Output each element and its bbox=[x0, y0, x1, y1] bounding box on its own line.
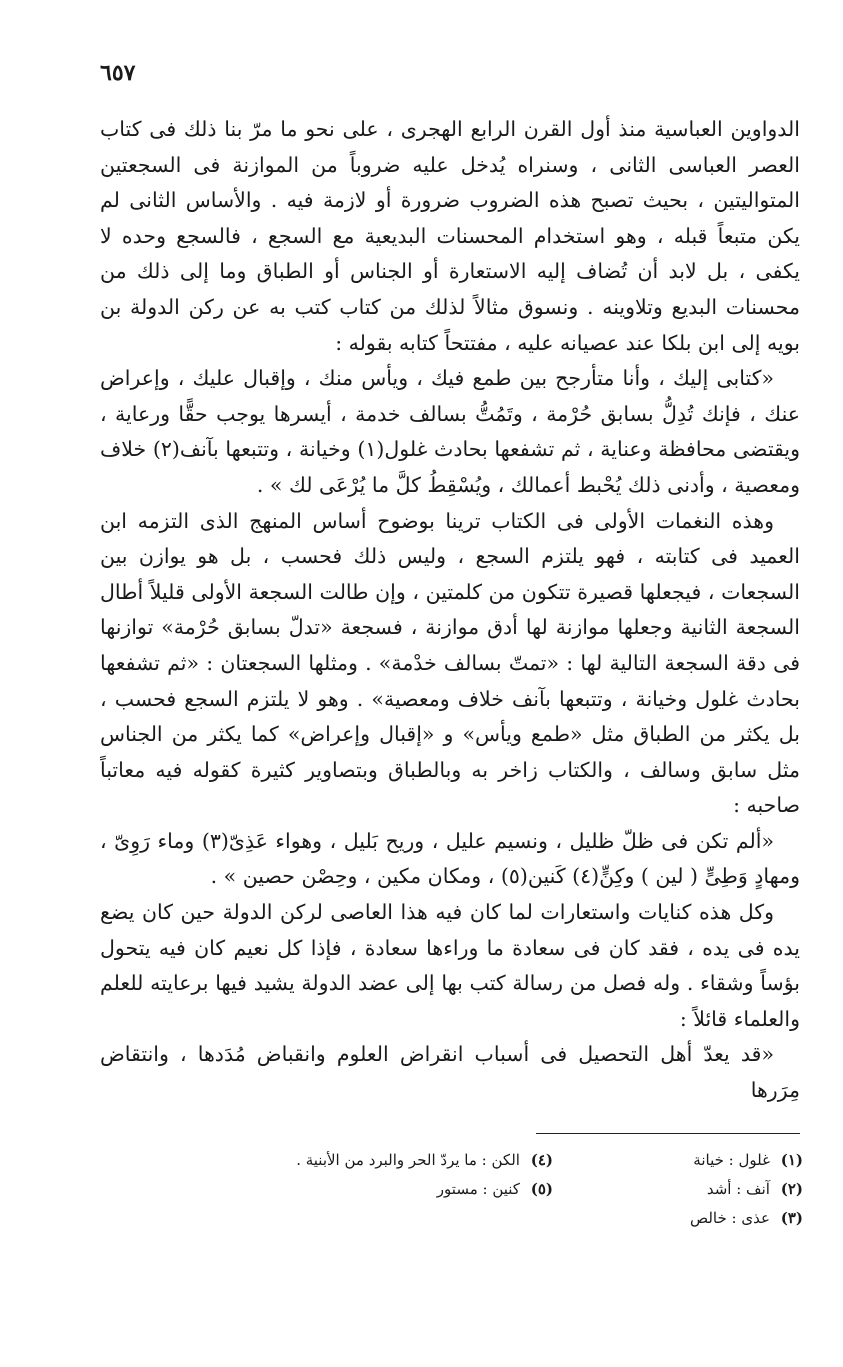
footnote-text: عذى : خالص bbox=[689, 1209, 770, 1227]
page-number: ٦٥٧ bbox=[100, 60, 136, 86]
main-text bbox=[100, 112, 800, 1109]
footnote-number: (٢) bbox=[780, 1180, 803, 1198]
footnote-number: (٤) bbox=[530, 1151, 553, 1169]
footnote-number: (٥) bbox=[530, 1180, 553, 1198]
footnote-text: غلول : خيانة bbox=[693, 1151, 770, 1169]
paragraph: وكل هذه كنايات واستعارات لما كان فيه هذا العاصى لركن الدولة حين كان يضع يده فى يده ، فقد كان فى سعادة ما وراءها سعادة ، فإذا كل نعيم كان فيه يتحول بؤساً وشقاء . وله فصل من رسالة كتب بها إلى عضد الدولة يشيد فيها برعايته للعلم والعلماء قائلاً : bbox=[100, 900, 800, 1031]
footnotes-column-right bbox=[563, 1146, 803, 1233]
footnote-number: (١) bbox=[780, 1151, 803, 1169]
footnote bbox=[563, 1146, 803, 1175]
footnote-text: كنين : مستور bbox=[436, 1180, 520, 1198]
footnote-text: آنف : أشد bbox=[706, 1180, 770, 1198]
footnote bbox=[293, 1146, 553, 1175]
footnote bbox=[563, 1175, 803, 1204]
quotation-paragraph: «قد يعدّ أهل التحصيل فى أسباب انقراض العلوم وانقباض مُدَدها ، وانتقاض مِرَرها bbox=[100, 1042, 800, 1103]
paragraph: وهذه النغمات الأولى فى الكتاب ترينا بوضوح أساس المنهج الذى التزمه ابن العميد فى كتابته ، فهو يلتزم السجع ، وليس ذلك فحسب ، بل هو يوازن بين السجعات ، فيجعلها قصيرة تتكون من كلمتين ، وإن طالت السجعة الأولى قليلاً أطال السجعة الثانية وجعلها موازنة لها أدق موازنة ، فسجعة «تدلّ بسابق حُرْمة» توازنها فى دقة السجعة التالية لها : «تمتّ بسالف خدْمة» . ومثلها السجعتان : «ثم تشفعها بحادث غلول وخيانة ، وتتبعها بآنف خلاف ومعصية» . وهو لا يلتزم السجع فحسب ، بل يكثر من الطباق مثل «طمع ويأس» و «إقبال وإعراض» كما يكثر من الجناس مثل سابق وسالف ، والكتاب زاخر به وبالطباق وبتصاوير كثيرة كقوله فيه معاتباً صاحبه : bbox=[100, 508, 800, 818]
paragraph: الدواوين العباسية منذ أول القرن الرابع الهجرى ، على نحو ما مرّ بنا ذلك فى كتاب العصر العباسى الثانى ، وسنراه يُدخل عليه ضروباً من الموازنة فى السجعتين المتواليتين ، بحيث تصبح هذه الضروب ضرورة أو لازمة فيه . والأساس الثانى لم يكن متبعاً قبله ، وهو استخدام المحسنات البديعية مع السجع ، فالسجع وحده لا يكفى ، بل لابد أن تُضاف إليه الاستعارة أو الجناس أو الطباق وما إلى ذلك من محسنات البديع وتلاوينه . ونسوق مثالاً لذلك من كتاب كتب به عن ركن الدولة بن بويه إلى ابن بلكا عند عصيانه عليه ، مفتتحاً كتابه بقوله : bbox=[100, 117, 800, 355]
footnote bbox=[563, 1204, 803, 1233]
footnote-number: (٣) bbox=[780, 1209, 803, 1227]
quotation-paragraph: «كتابى إليك ، وأنا متأرجح بين طمع فيك ، ويأس منك ، وإقبال عليك ، وإعراض عنك ، فإنك تُدِلُّ بسابق حُرْمة ، وتَمُتُّ بسالف خدمة ، أيسرها يوجب حقًّا ورعاية ، ويقتضى محافظة وعناية ، ثم تشفعها بحادث غلول(١) وخيانة ، وتتبعها بآنف(٢) خلاف ومعصية ، وأدنى ذلك يُحْبط أعمالك ، ويُسْقِطُ كلَّ ما يُرْعَى لك » . bbox=[100, 366, 800, 497]
quotation-paragraph: «ألم تكن فى ظلّ ظليل ، ونسيم عليل ، وريح بَليل ، وهواء عَذِىّ(٣) وماء رَوِىّ ، ومهادٍ وَطِىٍّ ( لين ) وكِنٍّ(٤) كَنين(٥) ، ومكان مكين ، وحِصْن حصين » . bbox=[100, 828, 800, 889]
footnotes-column-left bbox=[293, 1146, 553, 1204]
footnote-divider bbox=[536, 1133, 800, 1134]
footnote-text: الكن : ما يردّ الحر والبرد من الأبنية . bbox=[296, 1151, 520, 1169]
footnote bbox=[293, 1175, 553, 1204]
